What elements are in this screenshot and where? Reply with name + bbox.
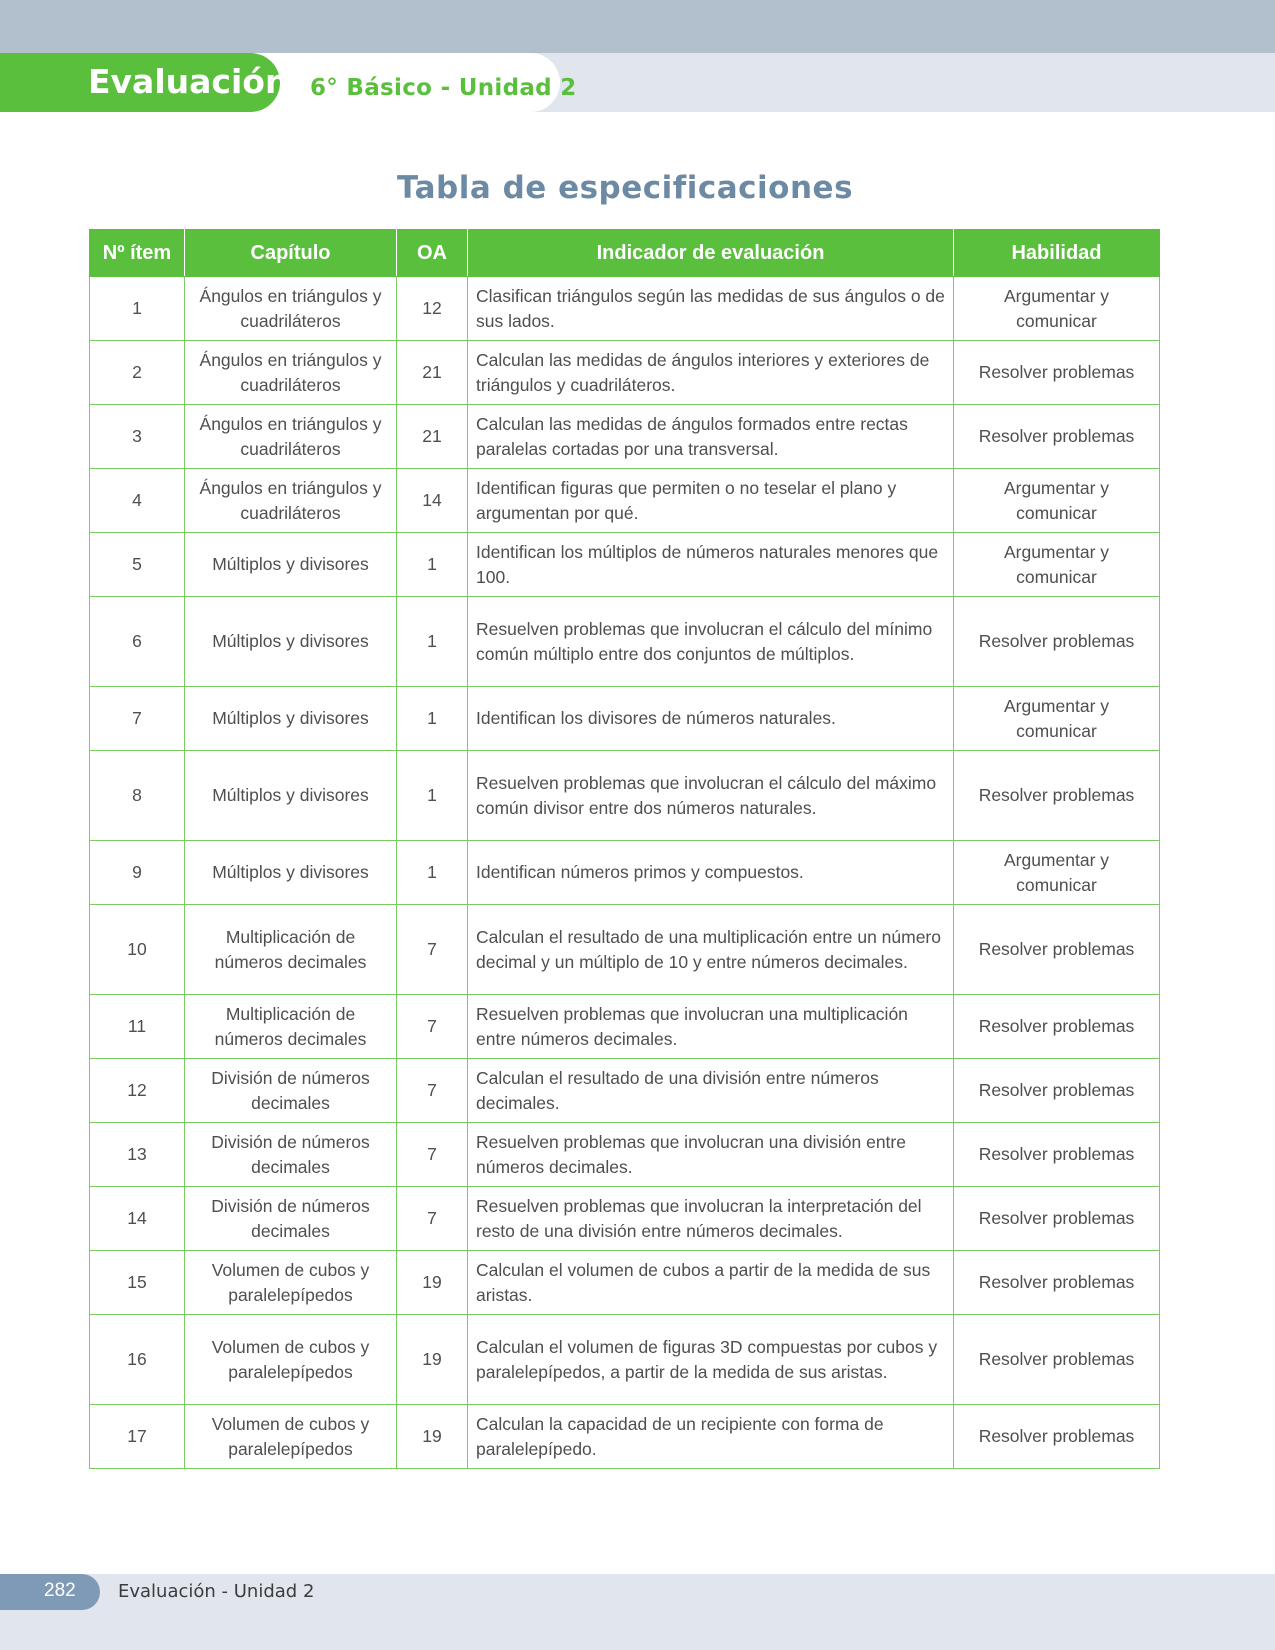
top-band	[0, 0, 1275, 53]
cell-indicator: Identifican figuras que permiten o no teselar el plano y argumentan por qué.	[468, 469, 954, 533]
table-row	[90, 277, 1160, 341]
section-label: Evaluación	[88, 62, 289, 101]
table-row	[90, 533, 1160, 597]
cell-indicator: Calculan el resultado de una multiplicación entre un número decimal y un múltiplo de 10 y entre números decimales.	[468, 905, 954, 995]
cell-skill: Resolver problemas	[954, 1405, 1160, 1469]
table-row	[90, 1059, 1160, 1123]
cell-skill: Resolver problemas	[954, 1059, 1160, 1123]
cell-oa: 7	[397, 1123, 468, 1187]
cell-item: 6	[90, 597, 185, 687]
cell-chapter: Multiplicación de números decimales	[185, 995, 397, 1059]
cell-oa: 7	[397, 1059, 468, 1123]
table-row	[90, 469, 1160, 533]
cell-chapter: Múltiplos y divisores	[185, 687, 397, 751]
cell-oa: 7	[397, 905, 468, 995]
cell-chapter: Múltiplos y divisores	[185, 751, 397, 841]
cell-item: 13	[90, 1123, 185, 1187]
cell-indicator: Calculan el resultado de una división entre números decimales.	[468, 1059, 954, 1123]
cell-skill: Argumentar y comunicar	[954, 687, 1160, 751]
cell-indicator: Clasifican triángulos según las medidas de sus ángulos o de sus lados.	[468, 277, 954, 341]
cell-item: 5	[90, 533, 185, 597]
cell-chapter: División de números decimales	[185, 1187, 397, 1251]
cell-chapter: Múltiplos y divisores	[185, 841, 397, 905]
unit-subtitle: 6° Básico - Unidad 2	[310, 75, 577, 101]
col-header-item: Nº ítem	[90, 230, 185, 277]
specifications-table	[89, 229, 1160, 1469]
cell-item: 11	[90, 995, 185, 1059]
table-row	[90, 751, 1160, 841]
page-title: Tabla de especificaciones	[396, 170, 854, 206]
cell-chapter: Múltiplos y divisores	[185, 533, 397, 597]
cell-oa: 7	[397, 1187, 468, 1251]
cell-oa: 1	[397, 597, 468, 687]
cell-indicator: Calculan las medidas de ángulos interiores y exteriores de triángulos y cuadriláteros.	[468, 341, 954, 405]
table-row	[90, 687, 1160, 751]
table-row	[90, 1187, 1160, 1251]
cell-oa: 21	[397, 405, 468, 469]
cell-chapter: Ángulos en triángulos y cuadriláteros	[185, 405, 397, 469]
col-header-skill: Habilidad	[954, 230, 1160, 277]
cell-skill: Argumentar y comunicar	[954, 533, 1160, 597]
cell-skill: Argumentar y comunicar	[954, 841, 1160, 905]
cell-skill: Argumentar y comunicar	[954, 277, 1160, 341]
cell-oa: 19	[397, 1251, 468, 1315]
cell-indicator: Resuelven problemas que involucran el cálculo del máximo común divisor entre dos números naturales.	[468, 751, 954, 841]
table-row	[90, 841, 1160, 905]
cell-item: 12	[90, 1059, 185, 1123]
cell-indicator: Resuelven problemas que involucran una división entre números decimales.	[468, 1123, 954, 1187]
cell-skill: Argumentar y comunicar	[954, 469, 1160, 533]
cell-skill: Resolver problemas	[954, 751, 1160, 841]
cell-indicator: Identifican los divisores de números naturales.	[468, 687, 954, 751]
cell-oa: 19	[397, 1405, 468, 1469]
cell-item: 2	[90, 341, 185, 405]
cell-item: 15	[90, 1251, 185, 1315]
footer-label: Evaluación - Unidad 2	[118, 1581, 315, 1602]
cell-item: 10	[90, 905, 185, 995]
table-row	[90, 1315, 1160, 1405]
cell-chapter: División de números decimales	[185, 1059, 397, 1123]
table-row	[90, 1405, 1160, 1469]
table-header-row	[90, 230, 1160, 277]
cell-item: 4	[90, 469, 185, 533]
cell-chapter: Ángulos en triángulos y cuadriláteros	[185, 469, 397, 533]
cell-indicator: Resuelven problemas que involucran el cálculo del mínimo común múltiplo entre dos conjuntos de múltiplos.	[468, 597, 954, 687]
table-row	[90, 405, 1160, 469]
cell-chapter: Multiplicación de números decimales	[185, 905, 397, 995]
cell-chapter: Ángulos en triángulos y cuadriláteros	[185, 341, 397, 405]
col-header-chapter: Capítulo	[185, 230, 397, 277]
page-number: 282	[44, 1580, 76, 1601]
cell-skill: Resolver problemas	[954, 341, 1160, 405]
cell-skill: Resolver problemas	[954, 405, 1160, 469]
cell-chapter: Volumen de cubos y paralelepípedos	[185, 1251, 397, 1315]
cell-skill: Resolver problemas	[954, 597, 1160, 687]
table-row	[90, 995, 1160, 1059]
cell-indicator: Resuelven problemas que involucran la interpretación del resto de una división entre números decimales.	[468, 1187, 954, 1251]
cell-chapter: Volumen de cubos y paralelepípedos	[185, 1315, 397, 1405]
cell-item: 3	[90, 405, 185, 469]
cell-indicator: Identifican números primos y compuestos.	[468, 841, 954, 905]
cell-indicator: Calculan la capacidad de un recipiente con forma de paralelepípedo.	[468, 1405, 954, 1469]
cell-oa: 1	[397, 751, 468, 841]
cell-item: 9	[90, 841, 185, 905]
cell-skill: Resolver problemas	[954, 1315, 1160, 1405]
cell-skill: Resolver problemas	[954, 1251, 1160, 1315]
cell-oa: 1	[397, 687, 468, 751]
col-header-indicator: Indicador de evaluación	[468, 230, 954, 277]
table-row	[90, 1251, 1160, 1315]
cell-item: 16	[90, 1315, 185, 1405]
cell-indicator: Calculan el volumen de cubos a partir de la medida de sus aristas.	[468, 1251, 954, 1315]
cell-indicator: Calculan el volumen de figuras 3D compuestas por cubos y paralelepípedos, a partir de la medida de sus aristas.	[468, 1315, 954, 1405]
cell-skill: Resolver problemas	[954, 1187, 1160, 1251]
table-row	[90, 341, 1160, 405]
table-row	[90, 597, 1160, 687]
cell-chapter: División de números decimales	[185, 1123, 397, 1187]
cell-oa: 19	[397, 1315, 468, 1405]
cell-skill: Resolver problemas	[954, 995, 1160, 1059]
cell-oa: 12	[397, 277, 468, 341]
table-row	[90, 1123, 1160, 1187]
cell-skill: Resolver problemas	[954, 905, 1160, 995]
col-header-oa: OA	[397, 230, 468, 277]
table-row	[90, 905, 1160, 995]
cell-item: 17	[90, 1405, 185, 1469]
cell-indicator: Identifican los múltiplos de números naturales menores que 100.	[468, 533, 954, 597]
cell-oa: 14	[397, 469, 468, 533]
cell-item: 7	[90, 687, 185, 751]
cell-skill: Resolver problemas	[954, 1123, 1160, 1187]
cell-item: 8	[90, 751, 185, 841]
cell-chapter: Múltiplos y divisores	[185, 597, 397, 687]
cell-oa: 21	[397, 341, 468, 405]
cell-chapter: Ángulos en triángulos y cuadriláteros	[185, 277, 397, 341]
cell-oa: 1	[397, 841, 468, 905]
cell-indicator: Resuelven problemas que involucran una multiplicación entre números decimales.	[468, 995, 954, 1059]
cell-oa: 7	[397, 995, 468, 1059]
cell-chapter: Volumen de cubos y paralelepípedos	[185, 1405, 397, 1469]
cell-indicator: Calculan las medidas de ángulos formados entre rectas paralelas cortadas por una transversal.	[468, 405, 954, 469]
cell-oa: 1	[397, 533, 468, 597]
cell-item: 1	[90, 277, 185, 341]
cell-item: 14	[90, 1187, 185, 1251]
